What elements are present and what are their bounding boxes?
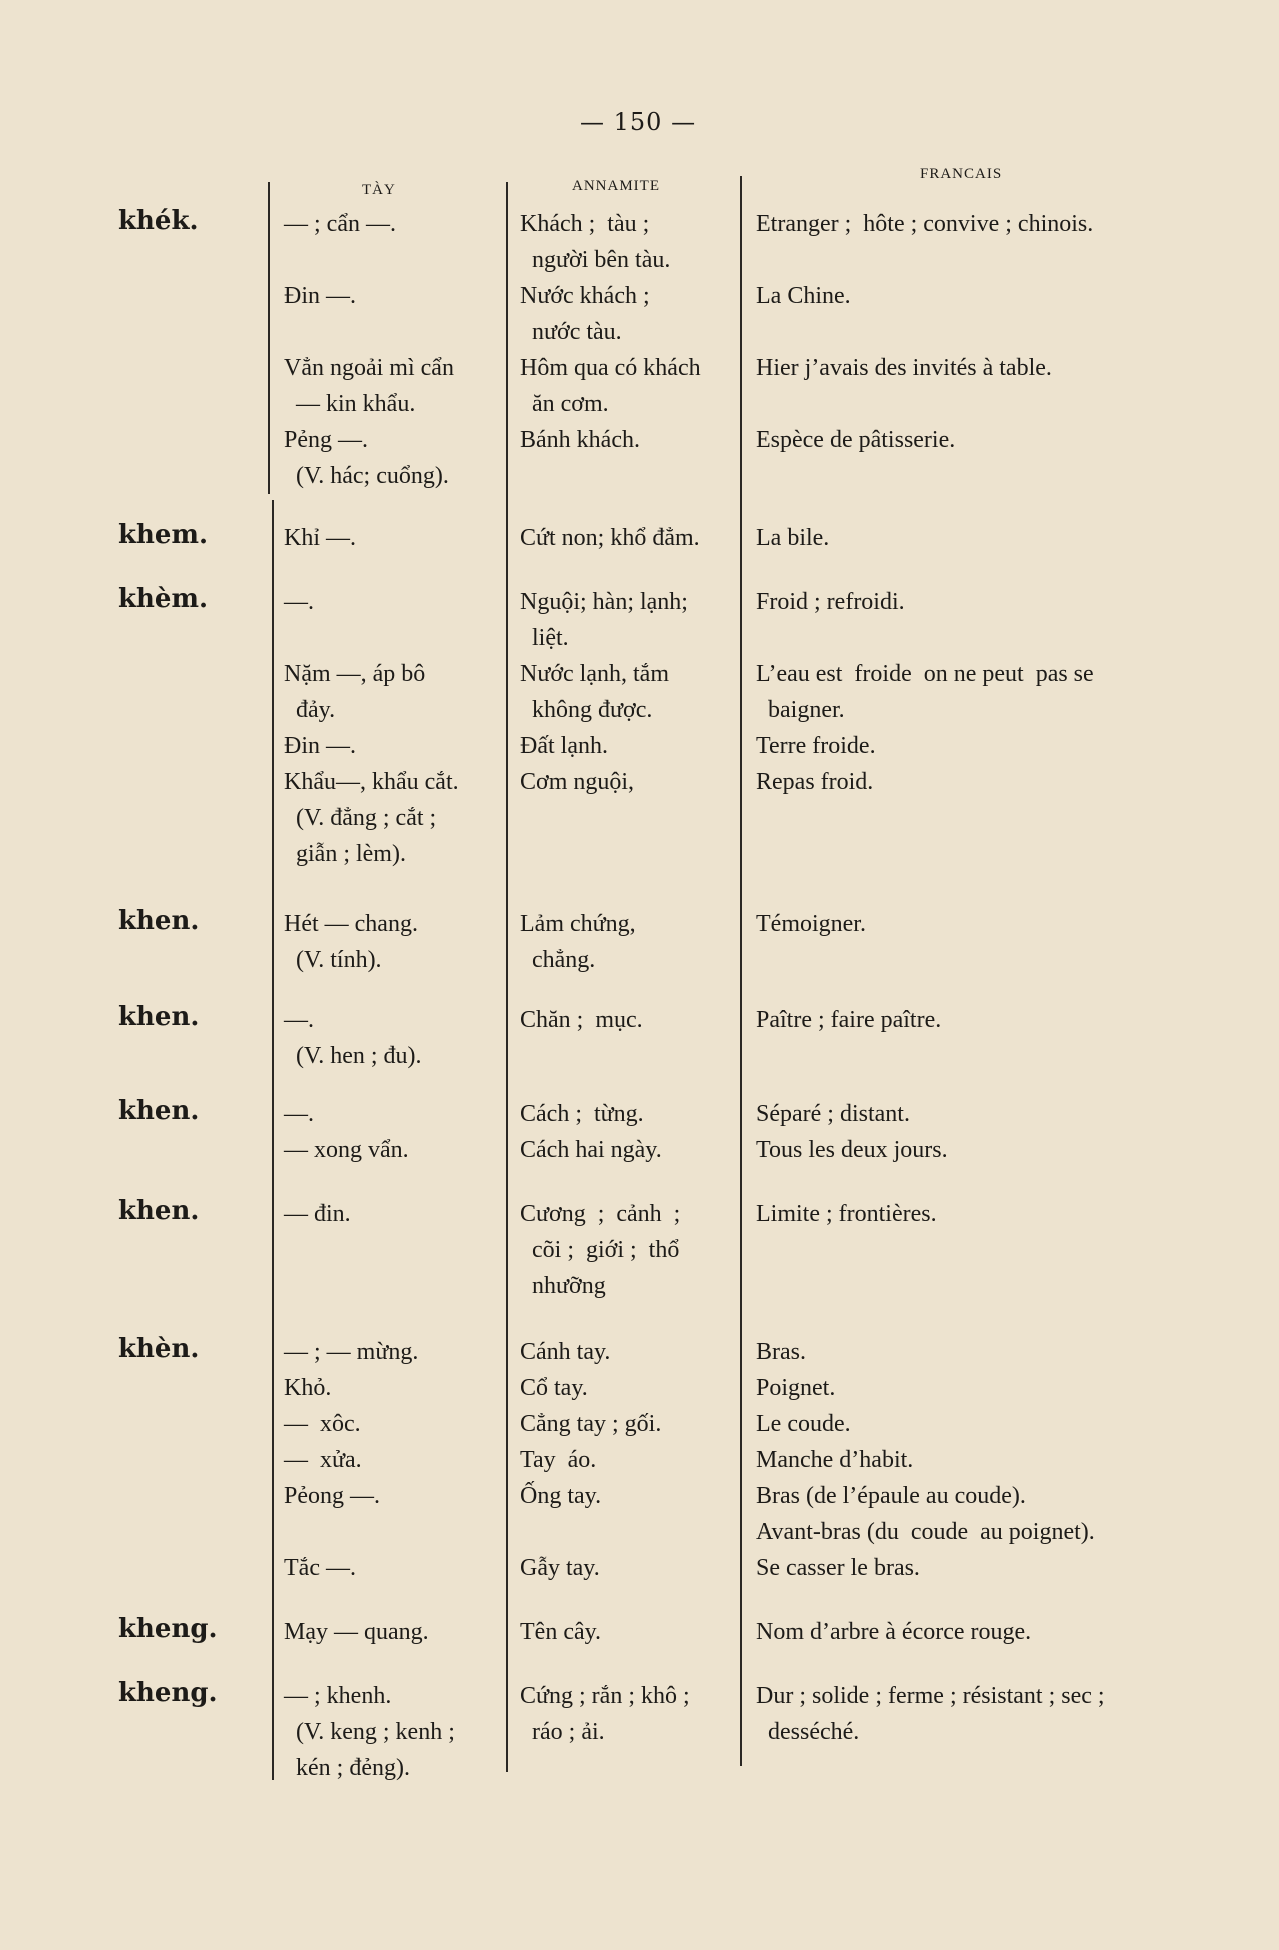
tay-line: —. <box>284 589 314 615</box>
annamite-line: Cứng ; rắn ; khô ; <box>520 1683 690 1709</box>
tay-line: Pẻng —. <box>284 427 368 453</box>
headword: kheng. <box>118 1614 218 1644</box>
tay-line: — xửa. <box>284 1447 362 1473</box>
tay-line: (V. đẳng ; cắt ; <box>284 805 437 831</box>
column-rule-2 <box>506 182 508 1772</box>
tay-line: — kin khẩu. <box>284 391 416 417</box>
annamite-line: Cơm nguội, <box>520 769 635 795</box>
francais-line: L’eau est froide on ne peut pas se <box>756 661 1094 687</box>
francais-line: La bile. <box>756 525 830 551</box>
annamite-line: Ống tay. <box>520 1483 602 1509</box>
annamite-line: Nước lạnh, tắm <box>520 661 669 687</box>
column-rule-1a <box>268 182 270 494</box>
tay-line: (V. tính). <box>284 947 382 973</box>
annamite-line: Lảm chứng, <box>520 911 636 937</box>
francais-line: baigner. <box>756 697 845 723</box>
column-header-annamite: ANNAMITE <box>572 178 660 194</box>
francais-line: Repas froid. <box>756 769 874 795</box>
tay-line: Nặm —, áp bô <box>284 661 426 687</box>
headword: khék. <box>118 206 199 236</box>
francais-line: Tous les deux jours. <box>756 1137 948 1163</box>
column-rule-1b <box>272 500 274 1780</box>
francais-line: Séparé ; distant. <box>756 1101 910 1127</box>
tay-line: (V. hen ; đu). <box>284 1043 422 1069</box>
francais-line: Nom d’arbre à écorce rouge. <box>756 1619 1032 1645</box>
headword: khen. <box>118 1096 200 1126</box>
annamite-line: ráo ; ải. <box>520 1719 605 1745</box>
column-rule-3 <box>740 176 742 1766</box>
francais-line: Paître ; faire paître. <box>756 1007 942 1033</box>
tay-line: Đin —. <box>284 733 356 759</box>
francais-line: Témoigner. <box>756 911 866 937</box>
tay-line: — ; khenh. <box>284 1683 392 1709</box>
annamite-line: Đất lạnh. <box>520 733 608 759</box>
tay-line: — ; cẩn —. <box>284 211 396 237</box>
headword: khem. <box>118 520 209 550</box>
tay-line: kén ; đẻng). <box>284 1755 410 1781</box>
francais-line: Bras (de l’épaule au coude). <box>756 1483 1026 1509</box>
tay-line: — ; — mừng. <box>284 1339 419 1365</box>
francais-line: Etranger ; hôte ; convive ; chinois. <box>756 211 1094 237</box>
tay-line: Hét — chang. <box>284 911 418 937</box>
annamite-line: Cách ; từng. <box>520 1101 644 1127</box>
annamite-line: ăn cơm. <box>520 391 609 417</box>
column-header-tay: TÀY <box>362 182 396 198</box>
tay-line: Pẻong —. <box>284 1483 380 1509</box>
francais-line: Le coude. <box>756 1411 851 1437</box>
annamite-line: Cánh tay. <box>520 1339 611 1365</box>
annamite-line: Bánh khách. <box>520 427 640 453</box>
tay-line: —. <box>284 1101 314 1127</box>
annamite-line: Cương ; cảnh ; <box>520 1201 681 1227</box>
francais-line: Hier j’avais des invités à table. <box>756 355 1052 381</box>
francais-line: Froid ; refroidi. <box>756 589 905 615</box>
headword: kheng. <box>118 1678 218 1708</box>
annamite-line: nhưỡng <box>520 1273 606 1299</box>
headword: khen. <box>118 1002 200 1032</box>
annamite-line: cõi ; giới ; thổ <box>520 1237 680 1263</box>
annamite-line: Cứt non; khổ đẳm. <box>520 525 700 551</box>
tay-line: — đin. <box>284 1201 351 1227</box>
annamite-line: Cách hai ngày. <box>520 1137 662 1163</box>
headword: khen. <box>118 1196 200 1226</box>
tay-line: (V. hác; cuổng). <box>284 463 449 489</box>
annamite-line: Cổ tay. <box>520 1375 588 1401</box>
annamite-line: Cẳng tay ; gối. <box>520 1411 662 1437</box>
francais-line: Avant-bras (du coude au poignet). <box>756 1519 1095 1545</box>
francais-line: Poignet. <box>756 1375 836 1401</box>
francais-line: Terre froide. <box>756 733 876 759</box>
francais-line: desséché. <box>756 1719 860 1745</box>
francais-line: Limite ; frontières. <box>756 1201 937 1227</box>
tay-line: Khẩu—, khẩu cắt. <box>284 769 459 795</box>
annamite-line: chẳng. <box>520 947 596 973</box>
tay-line: Tắc —. <box>284 1555 356 1581</box>
headword: khen. <box>118 906 200 936</box>
francais-line: Espèce de pâtisserie. <box>756 427 956 453</box>
annamite-line: Tên cây. <box>520 1619 602 1645</box>
column-header-francais: FRANCAIS <box>920 166 1003 182</box>
annamite-line: Hôm qua có khách <box>520 355 701 381</box>
francais-line: Se casser le bras. <box>756 1555 920 1581</box>
annamite-line: không được. <box>520 697 653 723</box>
tay-line: —. <box>284 1007 314 1033</box>
tay-line: Mạy — quang. <box>284 1619 429 1645</box>
tay-line: giẫn ; lèm). <box>284 841 406 867</box>
annamite-line: liệt. <box>520 625 569 651</box>
annamite-line: Nguội; hàn; lạnh; <box>520 589 688 615</box>
headword: khèn. <box>118 1334 200 1364</box>
tay-line: — xôc. <box>284 1411 361 1437</box>
francais-line: Dur ; solide ; ferme ; résistant ; sec ; <box>756 1683 1105 1709</box>
annamite-line: người bên tàu. <box>520 247 671 273</box>
tay-line: Khỉ —. <box>284 525 356 551</box>
annamite-line: Chăn ; mục. <box>520 1007 643 1033</box>
tay-line: — xong vẩn. <box>284 1137 409 1163</box>
tay-line: Đin —. <box>284 283 356 309</box>
francais-line: La Chine. <box>756 283 851 309</box>
annamite-line: Gẫy tay. <box>520 1555 600 1581</box>
annamite-line: Tay áo. <box>520 1447 597 1473</box>
francais-line: Manche d’habit. <box>756 1447 914 1473</box>
headword: khèm. <box>118 584 209 614</box>
tay-line: Vẳn ngoải mì cẩn <box>284 355 454 381</box>
tay-line: Khỏ. <box>284 1375 332 1401</box>
page-number: — 150 — <box>580 108 697 136</box>
tay-line: đảy. <box>284 697 336 723</box>
francais-line: Bras. <box>756 1339 806 1365</box>
tay-line: (V. keng ; kenh ; <box>284 1719 455 1745</box>
annamite-line: Khách ; tàu ; <box>520 211 650 237</box>
annamite-line: nước tàu. <box>520 319 622 345</box>
annamite-line: Nước khách ; <box>520 283 650 309</box>
